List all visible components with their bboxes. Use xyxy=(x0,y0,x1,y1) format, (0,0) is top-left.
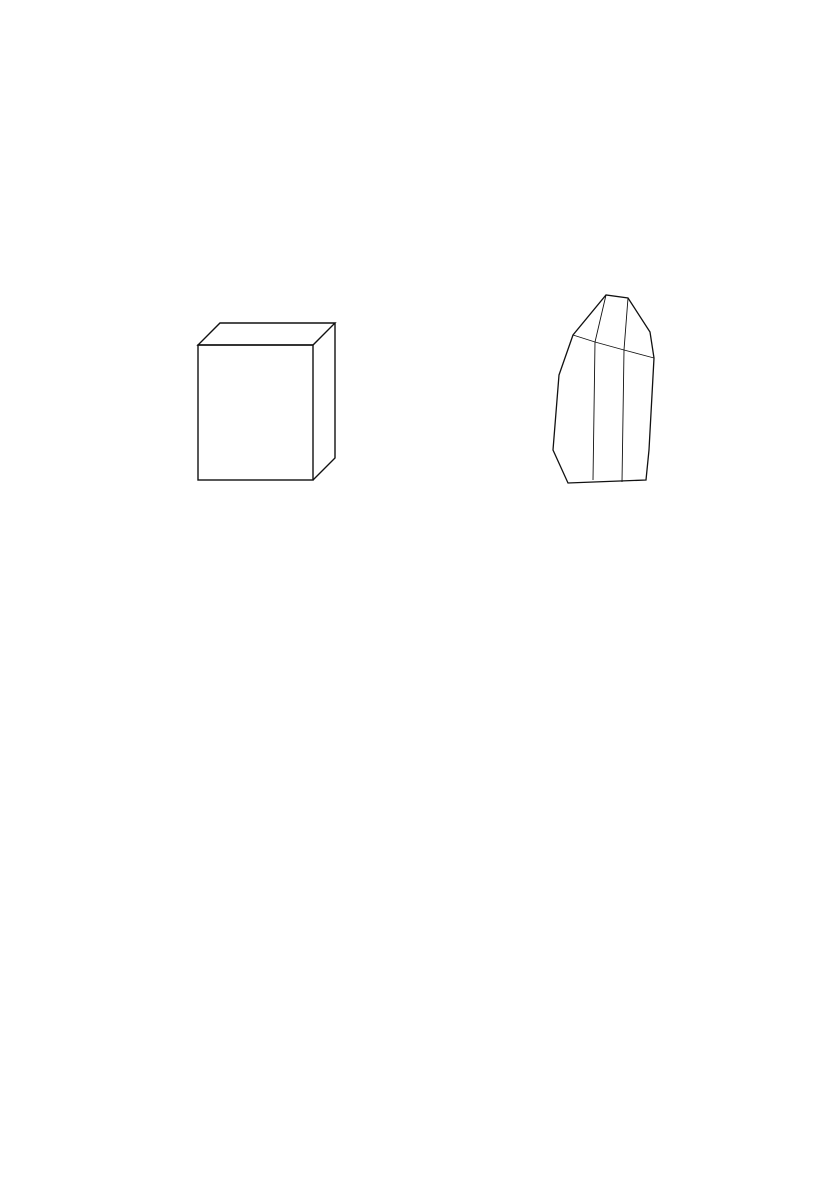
quartz-crystal-drawing xyxy=(553,295,654,483)
figure-illustrations xyxy=(88,290,752,495)
pyrite-cube-drawing xyxy=(198,323,335,480)
figure-8-1 xyxy=(88,290,752,560)
